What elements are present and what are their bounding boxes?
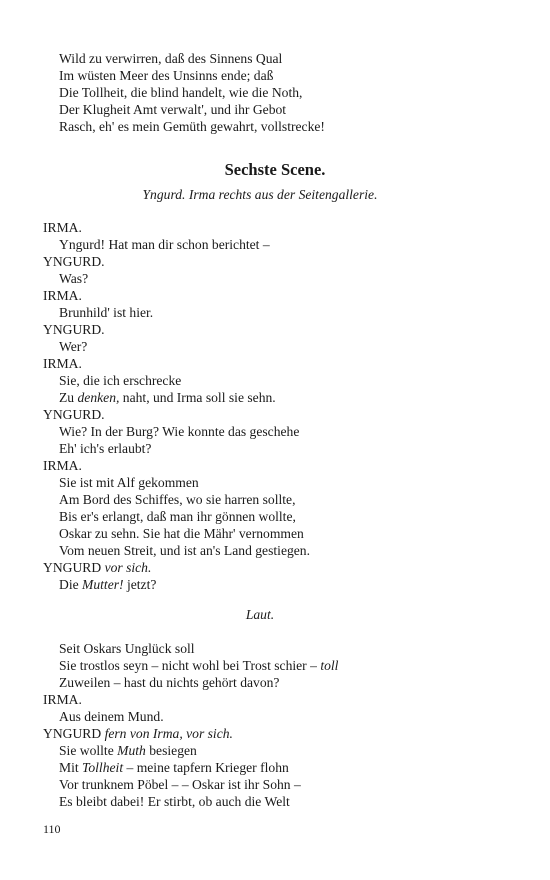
verse-line: Wer? xyxy=(59,339,88,354)
verse-line: Vor trunknem Pöbel – – Oskar ist ihr Sohn – xyxy=(59,777,301,792)
verse-line xyxy=(59,742,529,759)
verse-text: naht, und Irma soll sie sehn. xyxy=(119,390,276,405)
verse-line: Rasch, eh' es mein Gemüth gewahrt, vollstrecke! xyxy=(59,119,325,134)
speaker-name: YNGURD xyxy=(43,560,102,575)
verse-line: Wie? In der Burg? Wie konnte das geschehe xyxy=(59,424,300,439)
verse-line xyxy=(59,759,529,776)
verse-line: Die Tollheit, die blind handelt, wie die Noth, xyxy=(59,85,303,100)
verse-line: Brunhild' ist hier. xyxy=(59,305,154,320)
speaker-line xyxy=(43,725,233,742)
speaker-name: IRMA. xyxy=(43,220,82,235)
verse-line: Sie ist mit Alf gekommen xyxy=(59,475,199,490)
speaker-name: YNGURD. xyxy=(43,407,105,422)
verse-text: – meine tapfern Krieger flohn xyxy=(123,760,289,775)
verse-line: Vom neuen Streit, und ist an's Land gestiegen. xyxy=(59,543,310,558)
verse-line: Sie, die ich erschrecke xyxy=(59,373,182,388)
verse-text: besiegen xyxy=(145,743,197,758)
scene-heading: Sechste Scene. xyxy=(224,160,326,179)
emphasis-text: Tollheit xyxy=(82,760,124,775)
verse-text: Sie wollte xyxy=(59,743,118,758)
stage-direction-centered: Laut. xyxy=(245,607,275,622)
emphasis-text: denken, xyxy=(77,390,120,405)
verse-line: Im wüsten Meer des Unsinns ende; daß xyxy=(59,68,274,83)
verse-line: Zuweilen – hast du nichts gehört davon? xyxy=(59,675,280,690)
verse-text: Sie trostlos seyn – nicht wohl bei Trost schier – xyxy=(59,658,321,673)
verse-line: Eh' ich's erlaubt? xyxy=(59,441,152,456)
stage-direction: fern von Irma, vor sich. xyxy=(104,726,233,741)
stage-direction: vor sich. xyxy=(104,560,152,575)
speaker-name: YNGURD. xyxy=(43,254,105,269)
speaker-line xyxy=(43,559,151,576)
verse-line: Seit Oskars Unglück soll xyxy=(59,641,195,656)
speaker-name: IRMA. xyxy=(43,458,82,473)
verse-text: jetzt? xyxy=(123,577,157,592)
page-number: 110 xyxy=(43,822,61,836)
verse-line: Aus deinem Mund. xyxy=(59,709,164,724)
verse-line: Yngurd! Hat man dir schon berichtet – xyxy=(59,237,270,252)
verse-line xyxy=(59,576,529,593)
verse-text: Mit xyxy=(59,760,83,775)
verse-line: Es bleibt dabei! Er stirbt, ob auch die Welt xyxy=(59,794,290,809)
speaker-name: IRMA. xyxy=(43,692,82,707)
verse-line: Am Bord des Schiffes, wo sie harren sollte, xyxy=(59,492,296,507)
verse-line: Bis er's erlangt, daß man ihr gönnen wollte, xyxy=(59,509,296,524)
verse-line xyxy=(59,389,529,406)
speaker-name: IRMA. xyxy=(43,288,82,303)
verse-line: Oskar zu sehn. Sie hat die Mähr' vernommen xyxy=(59,526,304,541)
verse-line: Der Klugheit Amt verwalt', und ihr Gebot xyxy=(59,102,287,117)
verse-text: Zu xyxy=(59,390,78,405)
verse-line: Wild zu verwirren, daß des Sinnens Qual xyxy=(59,51,283,66)
speaker-name: IRMA. xyxy=(43,356,82,371)
speaker-name: YNGURD xyxy=(43,726,102,741)
verse-line: Was? xyxy=(59,271,89,286)
verse-line xyxy=(59,657,529,674)
speaker-name: YNGURD. xyxy=(43,322,105,337)
scene-stage-direction: Yngurd. Irma rechts aus der Seitengallerie. xyxy=(142,187,378,202)
emphasis-text: Mutter! xyxy=(82,577,124,592)
emphasis-text: toll xyxy=(320,658,339,673)
emphasis-text: Muth xyxy=(117,743,146,758)
verse-text: Die xyxy=(59,577,83,592)
